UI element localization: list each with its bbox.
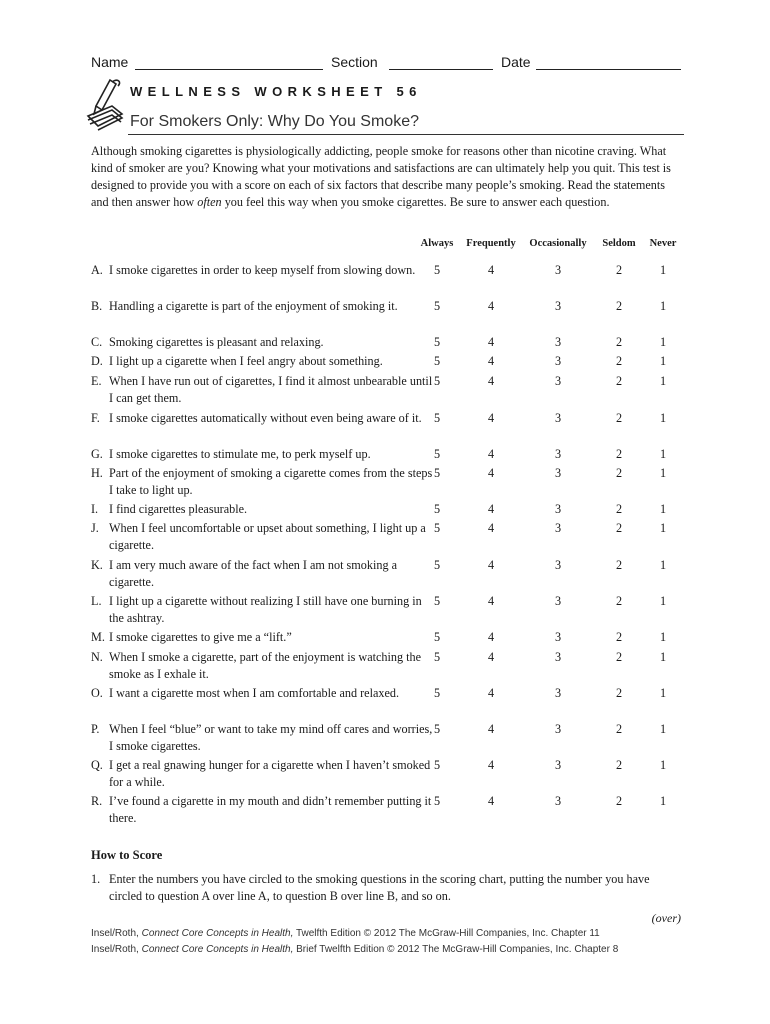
score-option-occasionally[interactable]: 3: [554, 374, 562, 388]
footer-edition-1: Twelfth Edition © 2012 The McGraw-Hill Companies, Inc. Chapter 11: [293, 928, 600, 939]
question-text: Handling a cigarette is part of the enjoyment of smoking it.: [109, 299, 398, 313]
score-option-frequently[interactable]: 4: [487, 447, 495, 461]
score-option-seldom[interactable]: 2: [615, 447, 623, 461]
question-letter: Q.: [91, 758, 103, 772]
score-option-occasionally[interactable]: 3: [554, 354, 562, 368]
question-letter: J.: [91, 521, 99, 535]
score-option-seldom[interactable]: 2: [615, 794, 623, 808]
question-letter: N.: [91, 650, 103, 664]
score-option-never[interactable]: 1: [659, 411, 667, 425]
question-text: I light up a cigarette when I feel angry about something.: [109, 354, 383, 368]
question-letter: C.: [91, 335, 103, 349]
score-option-occasionally[interactable]: 3: [554, 722, 562, 736]
question-letter: D.: [91, 354, 103, 368]
column-header-never: Never: [649, 238, 677, 249]
score-option-always[interactable]: 5: [433, 630, 441, 644]
score-option-never[interactable]: 1: [659, 466, 667, 480]
intro-emphasis: often: [197, 195, 222, 209]
intro-text-start: Although smoking cigarettes is physiologically addicting, people smoke for reasons other than nicotine craving. What kind of smoker are you? Knowing what your motivations and satisfactions are can ultimately help you quit. This test is designed to provide you with a score on each of six factors that describe many people’s smoking. Read the statements and then answer how: [91, 144, 671, 209]
score-option-seldom[interactable]: 2: [615, 502, 623, 516]
score-option-always[interactable]: 5: [433, 722, 441, 736]
worksheet-title: WELLNESS WORKSHEET 56: [130, 84, 422, 99]
question-text: I find cigarettes pleasurable.: [109, 502, 248, 516]
score-option-occasionally[interactable]: 3: [554, 594, 562, 608]
question-text: When I have run out of cigarettes, I find it almost unbearable until I can get them.: [109, 374, 433, 405]
score-option-occasionally[interactable]: 3: [554, 758, 562, 772]
name-field[interactable]: [135, 69, 323, 70]
score-option-frequently[interactable]: 4: [487, 758, 495, 772]
section-label: Section: [331, 54, 378, 70]
date-label: Date: [501, 54, 531, 70]
score-option-frequently[interactable]: 4: [487, 411, 495, 425]
question-text: I’ve found a cigarette in my mouth and didn’t remember putting it there.: [109, 794, 432, 825]
section-field[interactable]: [389, 69, 493, 70]
score-option-seldom[interactable]: 2: [615, 374, 623, 388]
score-option-never[interactable]: 1: [659, 794, 667, 808]
footer-authors-2: Insel/Roth,: [91, 944, 142, 955]
question-letter: E.: [91, 374, 102, 388]
score-option-never[interactable]: 1: [659, 263, 667, 277]
score-option-seldom[interactable]: 2: [615, 299, 623, 313]
score-option-always[interactable]: 5: [433, 354, 441, 368]
score-option-always[interactable]: 5: [433, 299, 441, 313]
score-option-frequently[interactable]: 4: [487, 630, 495, 644]
score-option-seldom[interactable]: 2: [615, 521, 623, 535]
score-option-seldom[interactable]: 2: [615, 686, 623, 700]
question-text: I get a real gnawing hunger for a cigarette when I haven’t smoked for a while.: [109, 758, 431, 789]
score-option-always[interactable]: 5: [433, 650, 441, 664]
question-letter: R.: [91, 794, 103, 808]
score-option-never[interactable]: 1: [659, 594, 667, 608]
score-option-never[interactable]: 1: [659, 521, 667, 535]
question-text: I smoke cigarettes to stimulate me, to perk myself up.: [109, 447, 371, 461]
question-text: I smoke cigarettes to give me a “lift.”: [109, 630, 292, 644]
title-divider: [128, 134, 684, 135]
column-header-occasionally: Occasionally: [529, 238, 587, 249]
score-option-occasionally[interactable]: 3: [554, 263, 562, 277]
footer-line-1: [91, 928, 600, 939]
score-option-occasionally[interactable]: 3: [554, 411, 562, 425]
question-text: When I feel “blue” or want to take my mind off cares and worries, I smoke cigarettes.: [109, 722, 433, 753]
score-option-always[interactable]: 5: [433, 335, 441, 349]
score-option-never[interactable]: 1: [659, 335, 667, 349]
score-option-never[interactable]: 1: [659, 502, 667, 516]
question-letter: P.: [91, 722, 100, 736]
pencil-paper-icon: [82, 76, 126, 132]
score-option-frequently[interactable]: 4: [487, 502, 495, 516]
question-text: I am very much aware of the fact when I am not smoking a cigarette.: [109, 558, 397, 589]
name-label: Name: [91, 54, 129, 70]
intro-paragraph: [91, 143, 679, 211]
score-option-seldom[interactable]: 2: [615, 630, 623, 644]
score-option-frequently[interactable]: 4: [487, 299, 495, 313]
question-letter: K.: [91, 558, 103, 572]
footer-book-1: Connect Core Concepts in Health,: [141, 928, 294, 939]
question-letter: B.: [91, 299, 103, 313]
score-option-frequently[interactable]: 4: [487, 263, 495, 277]
step-number: 1.: [91, 872, 101, 886]
question-text: When I smoke a cigarette, part of the enjoyment is watching the smoke as I exhale it.: [109, 650, 422, 681]
column-header-frequently: Frequently: [466, 238, 516, 249]
score-option-frequently[interactable]: 4: [487, 794, 495, 808]
score-option-seldom[interactable]: 2: [615, 466, 623, 480]
score-option-seldom[interactable]: 2: [615, 558, 623, 572]
question-text: When I feel uncomfortable or upset about something, I light up a cigarette.: [109, 521, 426, 552]
question-letter: M.: [91, 630, 105, 644]
footer-edition-2: Brief Twelfth Edition © 2012 The McGraw-Hill Companies, Inc. Chapter 8: [293, 944, 619, 955]
score-option-seldom[interactable]: 2: [615, 411, 623, 425]
score-option-occasionally[interactable]: 3: [554, 521, 562, 535]
score-option-frequently[interactable]: 4: [487, 650, 495, 664]
question-text: I smoke cigarettes in order to keep myself from slowing down.: [109, 263, 416, 277]
question-text: Smoking cigarettes is pleasant and relaxing.: [109, 335, 324, 349]
over-note: (over): [651, 911, 681, 925]
question-text: Part of the enjoyment of smoking a cigarette comes from the steps I take to light up.: [109, 466, 433, 497]
footer-authors-1: Insel/Roth,: [91, 928, 142, 939]
score-option-occasionally[interactable]: 3: [554, 650, 562, 664]
question-letter: L.: [91, 594, 102, 608]
score-option-frequently[interactable]: 4: [487, 722, 495, 736]
question-letter: A.: [91, 263, 103, 277]
score-option-occasionally[interactable]: 3: [554, 794, 562, 808]
score-option-occasionally[interactable]: 3: [554, 630, 562, 644]
column-header-seldom: Seldom: [602, 238, 636, 249]
score-option-seldom[interactable]: 2: [615, 354, 623, 368]
score-option-occasionally[interactable]: 3: [554, 299, 562, 313]
question-text: I light up a cigarette without realizing I still have one burning in the ashtray.: [109, 594, 422, 625]
score-option-always[interactable]: 5: [433, 374, 441, 388]
score-option-seldom[interactable]: 2: [615, 335, 623, 349]
score-option-always[interactable]: 5: [433, 794, 441, 808]
score-option-never[interactable]: 1: [659, 722, 667, 736]
score-option-never[interactable]: 1: [659, 299, 667, 313]
step-text: Enter the numbers you have circled to the smoking questions in the scoring chart, putting the number you have circled to question A over line A, to question B over line B, and so on.: [109, 872, 650, 903]
score-option-occasionally[interactable]: 3: [554, 447, 562, 461]
score-option-frequently[interactable]: 4: [487, 521, 495, 535]
score-option-always[interactable]: 5: [433, 411, 441, 425]
intro-text-end: you feel this way when you smoke cigarettes. Be sure to answer each question.: [221, 195, 610, 209]
score-option-frequently[interactable]: 4: [487, 686, 495, 700]
score-option-never[interactable]: 1: [659, 686, 667, 700]
score-option-occasionally[interactable]: 3: [554, 686, 562, 700]
footer-book-2: Connect Core Concepts in Health,: [141, 944, 294, 955]
question-letter: O.: [91, 686, 103, 700]
score-option-never[interactable]: 1: [659, 374, 667, 388]
score-option-always[interactable]: 5: [433, 502, 441, 516]
score-option-frequently[interactable]: 4: [487, 374, 495, 388]
score-option-occasionally[interactable]: 3: [554, 335, 562, 349]
score-option-occasionally[interactable]: 3: [554, 466, 562, 480]
score-option-frequently[interactable]: 4: [487, 466, 495, 480]
score-option-never[interactable]: 1: [659, 558, 667, 572]
question-text: I smoke cigarettes automatically without even being aware of it.: [109, 411, 422, 425]
score-option-always[interactable]: 5: [433, 558, 441, 572]
score-option-seldom[interactable]: 2: [615, 263, 623, 277]
question-letter: I.: [91, 502, 99, 516]
score-option-always[interactable]: 5: [433, 758, 441, 772]
footer-line-2: [91, 944, 618, 955]
how-to-score-heading: How to Score: [91, 848, 163, 862]
score-option-occasionally[interactable]: 3: [554, 558, 562, 572]
score-option-never[interactable]: 1: [659, 650, 667, 664]
score-option-always[interactable]: 5: [433, 594, 441, 608]
score-option-seldom[interactable]: 2: [615, 722, 623, 736]
score-option-seldom[interactable]: 2: [615, 758, 623, 772]
question-letter: G.: [91, 447, 103, 461]
score-option-always[interactable]: 5: [433, 521, 441, 535]
score-option-always[interactable]: 5: [433, 447, 441, 461]
score-option-frequently[interactable]: 4: [487, 335, 495, 349]
score-option-frequently[interactable]: 4: [487, 354, 495, 368]
score-option-always[interactable]: 5: [433, 263, 441, 277]
score-option-seldom[interactable]: 2: [615, 594, 623, 608]
question-letter: H.: [91, 466, 103, 480]
score-option-frequently[interactable]: 4: [487, 558, 495, 572]
score-option-occasionally[interactable]: 3: [554, 502, 562, 516]
question-text: I want a cigarette most when I am comfortable and relaxed.: [109, 686, 400, 700]
worksheet-subtitle: For Smokers Only: Why Do You Smoke?: [130, 113, 419, 130]
score-option-never[interactable]: 1: [659, 758, 667, 772]
date-field[interactable]: [536, 69, 681, 70]
score-option-never[interactable]: 1: [659, 447, 667, 461]
score-option-seldom[interactable]: 2: [615, 650, 623, 664]
score-option-never[interactable]: 1: [659, 630, 667, 644]
question-letter: F.: [91, 411, 100, 425]
score-option-frequently[interactable]: 4: [487, 594, 495, 608]
column-header-always: Always: [420, 238, 454, 249]
score-option-always[interactable]: 5: [433, 466, 441, 480]
score-option-never[interactable]: 1: [659, 354, 667, 368]
score-option-always[interactable]: 5: [433, 686, 441, 700]
